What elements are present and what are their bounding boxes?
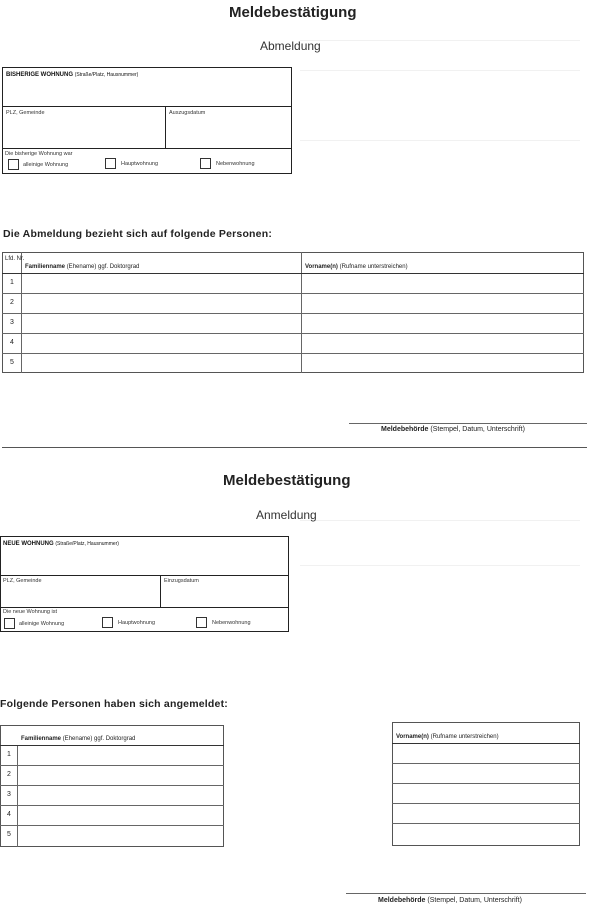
row-number: 2 xyxy=(7,771,11,778)
divider xyxy=(2,148,292,149)
checkbox-alleinige[interactable] xyxy=(4,618,15,629)
plz-input[interactable] xyxy=(2,586,158,605)
row-number: 3 xyxy=(7,791,11,798)
checkbox-neben[interactable] xyxy=(200,158,211,169)
row-number: 5 xyxy=(10,359,14,366)
signature-caption: Meldebehörde (Stempel, Datum, Unterschrift) xyxy=(378,897,522,904)
divider xyxy=(0,575,289,576)
plz-input[interactable] xyxy=(4,118,162,146)
date-input[interactable] xyxy=(168,118,289,146)
bleed-line xyxy=(300,565,580,566)
col-first-header: Vorname(n) (Rufname unterstreichen) xyxy=(396,734,499,740)
divider xyxy=(2,313,584,314)
bleed-line xyxy=(300,140,580,141)
divider xyxy=(0,607,289,608)
divider xyxy=(392,783,580,784)
col-family-header: Familienname (Ehename) ggf. Doktorgrad xyxy=(25,264,140,270)
first-name-table xyxy=(392,722,580,846)
plz-label: PLZ, Gemeinde xyxy=(6,110,45,116)
bleed-line xyxy=(300,70,580,71)
divider xyxy=(17,745,18,847)
bleed-line xyxy=(300,40,580,41)
option-label: Nebenwohnung xyxy=(212,620,251,626)
plz-label: PLZ, Gemeinde xyxy=(3,578,42,584)
divider xyxy=(2,333,584,334)
row-number: 1 xyxy=(10,279,14,286)
page-subtitle: Anmeldung xyxy=(256,508,317,522)
row-number: 1 xyxy=(7,751,11,758)
address-field-label: NEUE WOHNUNG (Straße/Platz, Hausnummer) xyxy=(3,541,119,547)
page-title: Meldebestätigung xyxy=(229,4,357,21)
divider xyxy=(392,823,580,824)
address-input[interactable] xyxy=(2,551,286,573)
checkbox-neben[interactable] xyxy=(196,617,207,628)
date-input[interactable] xyxy=(163,586,286,605)
bleed-line xyxy=(300,520,580,521)
col-nr-header: Lfd. Nr. xyxy=(5,256,25,262)
option-label: Hauptwohnung xyxy=(118,620,156,626)
signature-caption: Meldebehörde (Stempel, Datum, Unterschrift) xyxy=(381,426,525,433)
wohnung-label: Die bisherige Wohnung war xyxy=(5,151,73,157)
page-title: Meldebestätigung xyxy=(223,472,351,489)
row-number: 5 xyxy=(7,831,11,838)
divider xyxy=(165,106,166,148)
divider xyxy=(0,805,224,806)
date-label: Einzugsdatum xyxy=(164,578,199,584)
divider xyxy=(2,106,292,107)
persons-heading: Die Abmeldung bezieht sich auf folgende Personen: xyxy=(3,228,273,240)
checkbox-haupt[interactable] xyxy=(105,158,116,169)
address-field-label: BISHERIGE WOHNUNG (Straße/Platz, Hausnummer) xyxy=(6,72,139,78)
wohnung-label: Die neue Wohnung ist xyxy=(3,609,58,615)
address-input[interactable] xyxy=(4,82,290,104)
row-number: 4 xyxy=(10,339,14,346)
row-number: 4 xyxy=(7,811,11,818)
persons-heading: Folgende Personen haben sich angemeldet: xyxy=(0,698,228,710)
option-label: alleinige Wohnung xyxy=(19,621,65,627)
divider xyxy=(2,293,584,294)
checkbox-alleinige[interactable] xyxy=(8,159,19,170)
divider xyxy=(392,743,580,744)
option-label: Hauptwohnung xyxy=(121,161,159,167)
checkbox-haupt[interactable] xyxy=(102,617,113,628)
divider xyxy=(2,353,584,354)
option-label: Nebenwohnung xyxy=(216,161,255,167)
divider xyxy=(2,273,584,274)
date-label: Auszugsdatum xyxy=(169,110,206,116)
col-family-header: Familienname (Ehename) ggf. Doktorgrad xyxy=(21,736,136,742)
divider xyxy=(0,825,224,826)
divider xyxy=(160,575,161,607)
page-subtitle: Abmeldung xyxy=(260,39,321,53)
divider xyxy=(392,803,580,804)
section-separator xyxy=(2,447,587,448)
divider xyxy=(0,765,224,766)
row-number: 2 xyxy=(10,299,14,306)
divider xyxy=(0,785,224,786)
family-name-table xyxy=(0,725,224,847)
col-first-header: Vorname(n) (Rufname unterstreichen) xyxy=(305,264,408,270)
signature-line[interactable] xyxy=(349,423,587,424)
divider xyxy=(392,763,580,764)
row-number: 3 xyxy=(10,319,14,326)
signature-line[interactable] xyxy=(346,893,586,894)
option-label: alleinige Wohnung xyxy=(23,162,69,168)
divider xyxy=(0,745,224,746)
